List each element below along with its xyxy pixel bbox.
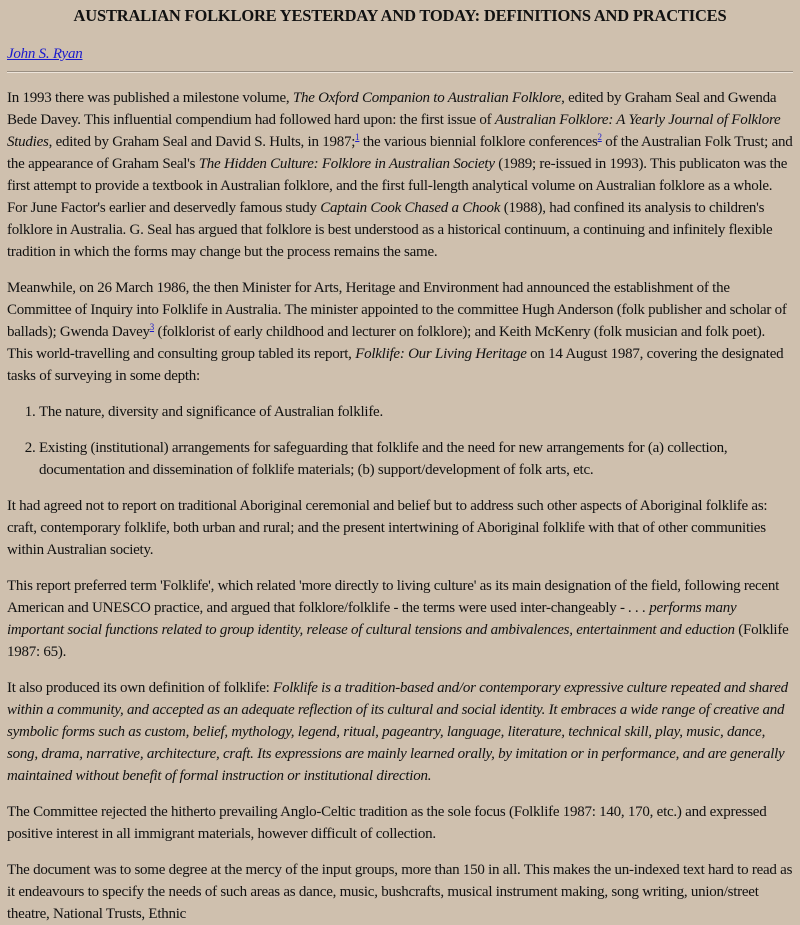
text: (Folklife 1987: 65). [7,622,789,660]
italic-text: . . . performs many important social functions related to group identity, release of cultural tensions and ambivalences, entertainment and eduction [7,600,737,638]
italic-text: Captain Cook Chased a Chook [320,200,501,216]
list-item: 2. Existing (institutional) arrangements for safeguarding that folklife and the need for new arrangements for (a) collection, documentation and dissemination of folklife materials; (b) support/development of folk arts, etc. [39,437,793,481]
text: In 1993 there was published a milestone volume, [7,90,293,106]
paragraph [7,677,793,787]
text: This report preferred term 'Folklife', which related 'more directly to living culture' as its main designation of the field, following recent American and UNESCO practice, and argued that folklore/folklife - the terms were used inter-changeably - [7,578,779,616]
text: It had agreed not to report on traditional Aboriginal ceremonial and belief but to address such other aspects of Aboriginal folklife as: craft, contemporary folklife, both urban and rural; and the present intertwining of Aboriginal folklife with that of other communities within Australian society. [7,498,768,558]
paragraph [7,575,793,663]
text: The Committee rejected the hitherto prevailing Anglo-Celtic tradition as the sole focus (Folklife 1987: 140, 170, etc.) and expressed positive interest in all immigrant materials, however difficult of collection. [7,804,767,842]
text: The document was to some degree at the mercy of the input groups, more than 150 in all. This makes the un-indexed text hard to read as it endeavours to specify the needs of such areas as dance, music, bushcrafts, musical instrument making, song writing, union/street theatre, National Trusts, Ethnic [7,862,793,922]
italic-text: The Hidden Culture: Folklore in Australian Society [198,156,495,172]
author-line [7,44,793,64]
text: (1989; re-issued in 1993). This publicaton was the first attempt to provide a textbook in Australian folklore, and the first full-length analytical volume on Australian folklore as a whole. For June Factor's earlier and deservedly famous study [7,156,788,216]
text: (folklorist of early childhood and lecturer on folklore); and Keith McKenry (folk musician and folk poet). This world-travelling and consulting group tabled its report, [7,324,766,362]
document [0,6,800,925]
page-title: AUSTRALIAN FOLKLORE YESTERDAY AND TODAY: DEFINITIONS AND PRACTICES [73,6,727,25]
text: the various biennial folklore conferences [359,134,598,150]
article-body [7,87,793,925]
list-item: 1. The nature, diversity and significance of Australian folklife. [39,401,793,423]
footnote-link[interactable]: 2 [597,132,602,142]
italic-text: Australian Folklore: A Yearly Journal of Folklore Studies [7,112,781,150]
footnote-link[interactable]: 3 [149,322,155,332]
author-link[interactable]: John S. Ryan [7,46,83,62]
paragraph [7,801,793,845]
italic-text: The Oxford Companion to Australian Folklore [292,90,562,106]
paragraph [7,495,793,561]
paragraph [7,277,793,387]
numbered-list [7,401,793,481]
text: , edited by Graham Seal and Gwenda Bede Davey. This influential compendium had followed hard upon: the first issue of [7,90,777,128]
paragraph [7,859,793,925]
footnote-link[interactable]: 1 [355,132,360,142]
text: It also produced its own definition of folklife: [7,680,274,696]
text: , edited by Graham Seal and David S. Hults, in 1987; [48,134,356,150]
text: of the Australian Folk Trust; and the appearance of Graham Seal's [7,134,793,172]
divider [7,71,793,73]
italic-text: Folklife: Our Living Heritage [355,346,527,362]
text: on 14 August 1987, covering the designated tasks of surveying in some depth: [7,346,784,384]
paragraph [7,87,793,263]
italic-text: Folklife is a tradition-based and/or contemporary expressive culture repeated and shared within a community, and accepted as an adequate reflection of its cultural and social identity. It embraces a wide range of creative and symbolic forms such as custom, belief, mythology, legend, ritual, pageantry, language, literature, technical skill, play, music, dance, song, drama, narrative, architecture, craft. Its expressions are mainly learned orally, by imitation or in performance, and are generally maintained without benefit of formal instruction or institutional direction. [7,680,788,784]
text: Meanwhile, on 26 March 1986, the then Minister for Arts, Heritage and Environment had announced the establishment of the Committee of Inquiry into Folklife in Australia. The minister appointed to the committee Hugh Anderson (folk publisher and scholar of ballads); Gwenda Davey [7,280,787,340]
text: (1988), had confined its analysis to children's folklore in Australia. G. Seal has argued that folklore is best understood as a historical continuum, a continuing and infinitely flexible tradition in which the forms may change but the process remains the same. [7,200,773,260]
